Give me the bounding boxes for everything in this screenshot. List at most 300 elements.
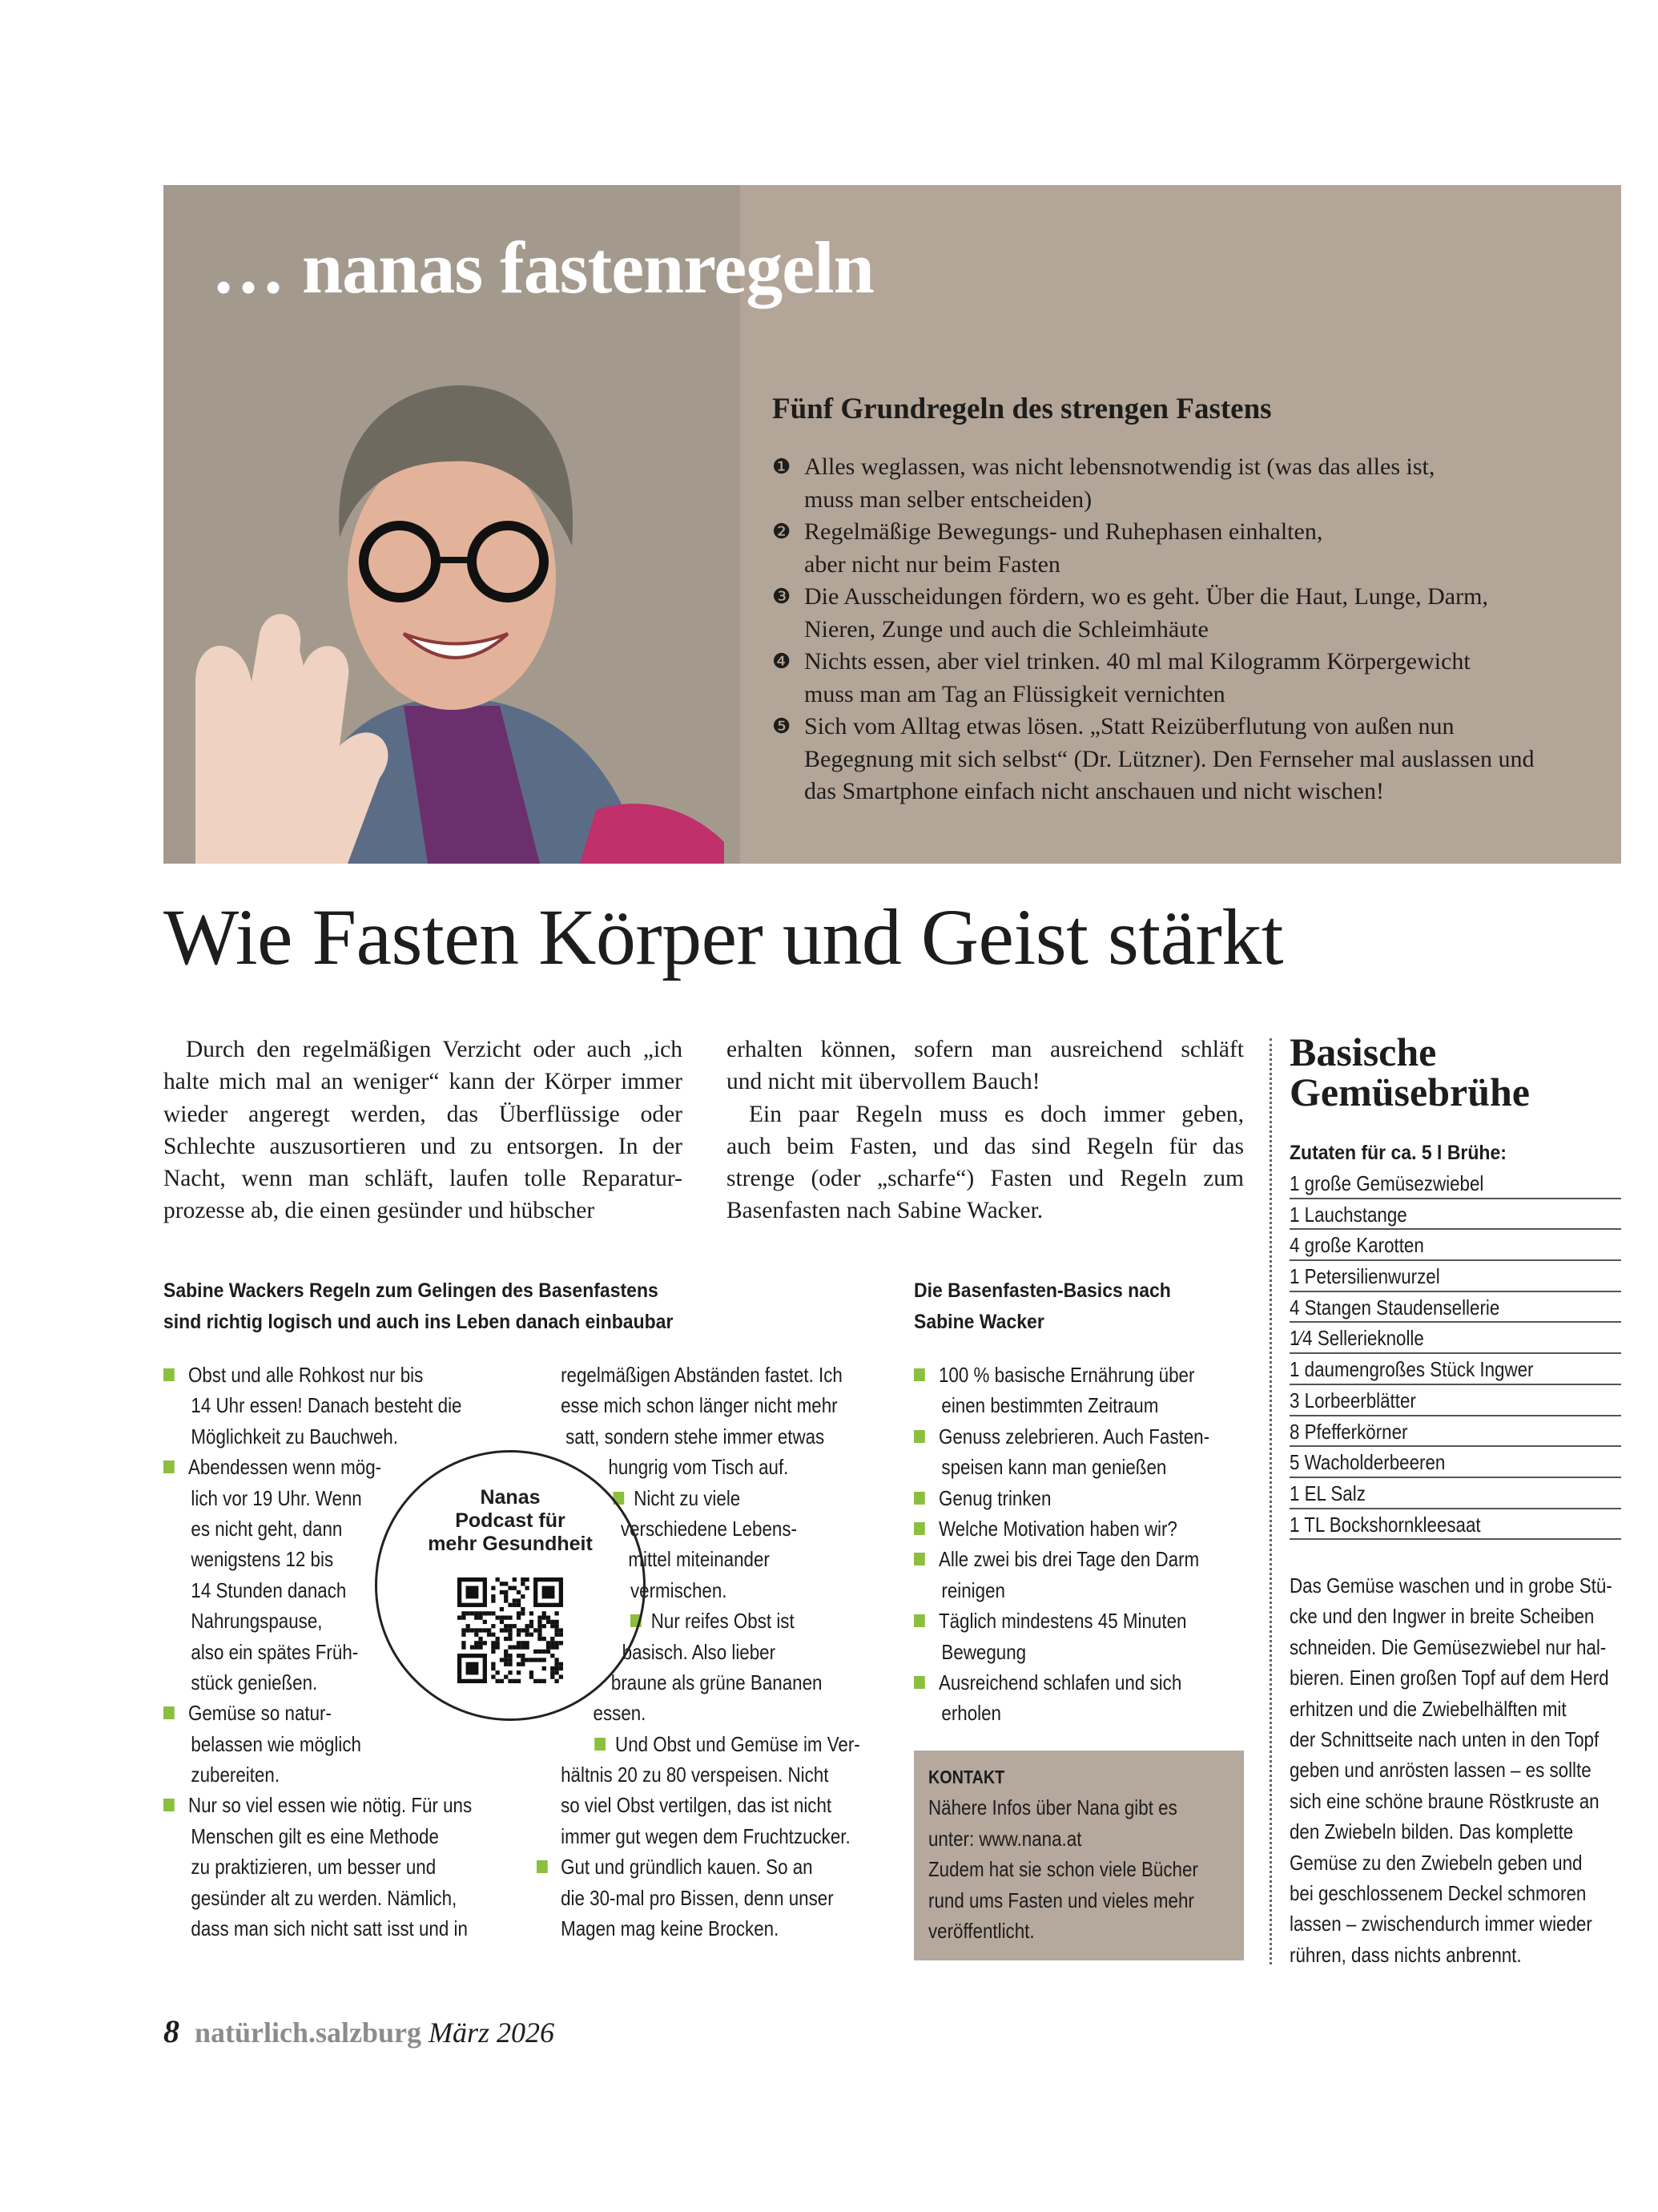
qr-module — [496, 1616, 500, 1620]
qr-module — [461, 1645, 465, 1649]
qr-module — [496, 1641, 500, 1645]
qr-module — [529, 1611, 533, 1615]
qr-module — [521, 1581, 525, 1585]
ingredient-item — [1290, 1385, 1621, 1416]
qr-module — [521, 1658, 525, 1662]
list-text: Menschen gilt es eine Methode — [191, 1823, 439, 1848]
qr-module — [533, 1628, 537, 1632]
list-text: Täglich mindestens 45 Minuten — [938, 1609, 1187, 1634]
qr-module — [491, 1641, 495, 1645]
list-text: Nur so viel essen wie nötig. Für uns — [187, 1793, 473, 1818]
qr-module — [513, 1624, 517, 1628]
qr-module — [542, 1650, 546, 1654]
qr-module — [537, 1628, 541, 1632]
qr-module — [461, 1611, 465, 1615]
qr-module — [517, 1598, 521, 1602]
list-text: zubereiten. — [191, 1763, 280, 1787]
qr-module — [521, 1611, 525, 1615]
qr-module — [517, 1633, 521, 1637]
list-text: stück genießen. — [191, 1670, 318, 1694]
qr-module — [478, 1641, 482, 1645]
heading-line: Die Basenfasten-Basics nach — [914, 1279, 1171, 1302]
bullet-icon — [914, 1522, 925, 1535]
bullet-icon — [914, 1676, 925, 1689]
qr-module — [554, 1666, 558, 1670]
qr-module — [483, 1641, 487, 1645]
qr-module — [537, 1679, 541, 1683]
list-text: zu praktizieren, um besser und — [191, 1855, 437, 1880]
qr-module — [529, 1670, 533, 1674]
rule-number-icon: ❶ — [772, 455, 791, 478]
qr-module — [550, 1620, 554, 1624]
qr-module — [504, 1650, 508, 1654]
ingredients-list — [1290, 1168, 1621, 1540]
qr-module — [517, 1645, 521, 1649]
qr-module — [496, 1645, 500, 1649]
list-text: esse mich schon länger nicht mehr — [561, 1393, 838, 1418]
rule-number-icon: ❷ — [772, 520, 791, 543]
instruction-line: cke und den Ingwer in breite Scheiben — [1290, 1604, 1595, 1629]
qr-module — [474, 1616, 478, 1620]
qr-module — [521, 1645, 525, 1649]
qr-module — [525, 1645, 529, 1649]
rule-line: muss man am Tag an Flüssigkeit vernichten — [804, 680, 1225, 707]
qr-module — [517, 1679, 521, 1683]
qr-module — [559, 1666, 563, 1670]
rule-line: Sich vom Alltag etwas lösen. „Statt Reizüberflutung von außen nun ❺ — [772, 711, 1605, 743]
qr-module — [529, 1658, 533, 1662]
list-text: 14 Stunden danach — [191, 1577, 347, 1602]
instruction-line: lassen – zwischendurch immer wieder — [1290, 1912, 1592, 1936]
body-text-line: Durch den regelmäßigen Verzicht oder auch „ich — [186, 1037, 682, 1062]
list-text: Nahrungspause, — [191, 1609, 323, 1634]
ingredient-text: 1 große Gemüsezwiebel — [1290, 1171, 1484, 1195]
list-text: wenigstens 12 bis — [191, 1547, 334, 1572]
list-text: Nur reifes Obst ist — [650, 1609, 795, 1634]
qr-module — [537, 1637, 541, 1641]
qr-module — [508, 1633, 512, 1637]
qr-module — [461, 1641, 465, 1645]
ingredient-text: 1 Lauchstange — [1290, 1202, 1407, 1227]
rule-line: Alles weglassen, was nicht lebensnotwendig ist (was das alles ist, ❶ — [772, 451, 1605, 484]
qr-module — [500, 1616, 504, 1620]
heading-line: sind richtig logisch und auch ins Leben danach einbaubar — [163, 1311, 674, 1333]
list-text: es nicht geht, dann — [191, 1516, 343, 1541]
magazine-name: natürlich.salzburg — [195, 2017, 422, 2049]
list-text: regelmäßigen Abständen fastet. Ich — [561, 1363, 843, 1387]
qr-module — [537, 1616, 541, 1620]
instruction-line: der Schnittseite nach unten in den Topf — [1290, 1727, 1600, 1752]
qr-module — [483, 1611, 487, 1615]
qr-module — [525, 1624, 529, 1628]
qr-module — [508, 1654, 512, 1658]
qr-module — [491, 1594, 495, 1598]
qr-module — [517, 1641, 521, 1645]
ingredient-item — [1290, 1354, 1621, 1385]
qr-module — [491, 1586, 495, 1590]
list-text: braune als grüne Bananen — [610, 1670, 823, 1694]
qr-module — [500, 1628, 504, 1632]
list-text: Bewegung — [941, 1639, 1027, 1664]
qr-module — [554, 1662, 558, 1666]
instruction-line: erhitzen und die Zwiebelhälften mit — [1290, 1696, 1567, 1721]
qr-module — [550, 1641, 554, 1645]
qr-module — [478, 1628, 482, 1632]
qr-module — [504, 1654, 508, 1658]
qr-module — [478, 1645, 482, 1649]
qr-module — [546, 1641, 550, 1645]
bullet-icon — [594, 1738, 606, 1751]
qr-module — [491, 1611, 495, 1615]
recipe-title-line: Basische — [1290, 1029, 1437, 1074]
ingredient-item — [1290, 1230, 1621, 1261]
rule-line: Nieren, Zunge und auch die Schleimhäute — [804, 615, 1209, 643]
qr-module — [487, 1611, 491, 1615]
ingredient-item — [1290, 1168, 1621, 1199]
rule-line: Regelmäßige Bewegungs- und Ruhephasen einhalten, ❷ — [772, 516, 1605, 549]
ingredient-item — [1290, 1478, 1621, 1509]
qr-module — [474, 1633, 478, 1637]
basics-heading — [914, 1275, 1171, 1338]
qr-module — [546, 1620, 550, 1624]
qr-module — [478, 1616, 482, 1620]
ingredient-text: 8 Pfefferkörner — [1290, 1419, 1408, 1444]
list-text: Und Obst und Gemüse im Ver- — [615, 1731, 860, 1756]
list-text: gesünder alt zu werden. Nämlich, — [191, 1885, 457, 1910]
rule-line: Begegnung mit sich selbst“ (Dr. Lützner). Den Fernseher mal auslassen und — [804, 745, 1535, 772]
ingredient-item — [1290, 1509, 1621, 1541]
qr-module — [500, 1679, 504, 1683]
page-footer — [163, 2013, 554, 2050]
qr-module — [508, 1679, 512, 1683]
qr-module — [546, 1616, 550, 1620]
list-text: Alle zwei bis drei Tage den Darm — [938, 1547, 1200, 1572]
qr-module — [504, 1624, 508, 1628]
list-text: einen bestimmten Zeitraum — [941, 1393, 1159, 1418]
body-text-line: wieder angeregt werden, das Überflüssige oder — [163, 1101, 682, 1127]
qr-module — [542, 1616, 546, 1620]
qr-module — [504, 1581, 508, 1585]
list-text: hältnis 20 zu 80 verspeisen. Nicht — [561, 1763, 829, 1787]
list-text: Obst und alle Rohkost nur bis — [187, 1363, 424, 1387]
qr-module — [517, 1670, 521, 1674]
qr-module — [559, 1662, 563, 1666]
qr-module — [508, 1645, 512, 1649]
qr-module — [496, 1670, 500, 1674]
podcast-label: Podcast für — [455, 1509, 565, 1532]
ingredient-text: 1 TL Bockshornkleesaat — [1290, 1512, 1481, 1537]
bullet-icon — [914, 1492, 925, 1505]
qr-module — [542, 1637, 546, 1641]
recipe-title-line: Gemüsebrühe — [1290, 1070, 1530, 1114]
qr-module — [496, 1637, 500, 1641]
qr-module — [542, 1624, 546, 1628]
qr-module — [508, 1662, 512, 1666]
list-text: die 30-mal pro Bissen, denn unser — [561, 1885, 834, 1910]
instruction-line: schneiden. Die Gemüsezwiebel nur hal- — [1290, 1634, 1607, 1659]
qr-module — [461, 1633, 465, 1637]
qr-module — [517, 1603, 521, 1607]
qr-module — [521, 1654, 525, 1658]
qr-module — [508, 1586, 512, 1590]
qr-module — [554, 1633, 558, 1637]
qr-module — [470, 1628, 474, 1632]
contact-text-line: rund ums Fasten und vieles mehr — [928, 1888, 1194, 1912]
podcast-circle[interactable] — [375, 1450, 646, 1721]
qr-module — [470, 1645, 474, 1649]
qr-module — [504, 1662, 508, 1666]
qr-module — [483, 1628, 487, 1632]
qr-module — [500, 1590, 504, 1594]
rule-number-icon: ❸ — [772, 585, 791, 608]
qr-module — [517, 1654, 521, 1658]
qr-module — [487, 1628, 491, 1632]
bullet-icon — [914, 1430, 925, 1443]
qr-module — [550, 1624, 554, 1628]
qr-module — [496, 1679, 500, 1683]
contact-title: KONTAKT — [928, 1767, 1005, 1787]
ingredient-text: 1 EL Salz — [1290, 1481, 1366, 1505]
instruction-line: sich eine schöne braune Röstkruste an — [1290, 1788, 1600, 1813]
instruction-line: Das Gemüse waschen und in grobe Stü- — [1290, 1573, 1612, 1598]
list-text: 100 % basische Ernährung über — [938, 1363, 1195, 1387]
list-text: Magen mag keine Brocken. — [561, 1916, 779, 1941]
ingredient-item — [1290, 1199, 1621, 1231]
podcast-label: mehr Gesundheit — [428, 1533, 593, 1555]
ingredient-text: 1 daumengroßes Stück Ingwer — [1290, 1357, 1534, 1382]
contact-text-line: Nähere Infos über Nana gibt es — [928, 1795, 1177, 1820]
qr-module — [554, 1628, 558, 1632]
instruction-line: Gemüse zu den Zwiebeln geben und — [1290, 1850, 1583, 1875]
contact-box — [914, 1751, 1244, 1960]
qr-module — [513, 1679, 517, 1683]
list-text: dass man sich nicht satt isst und in — [191, 1916, 468, 1941]
instruction-line: geben und anrösten lassen – es sollte — [1290, 1758, 1592, 1783]
qr-module — [525, 1586, 529, 1590]
rules-heading: Fünf Grundregeln des strengen Fastens — [772, 393, 1272, 425]
body-text-line: auch beim Fasten, und das sind Regeln für das — [726, 1133, 1244, 1159]
rule-line: das Smartphone einfach nicht anschauen und nicht wischen! — [804, 778, 1384, 804]
list-text: hungrig vom Tisch auf. — [608, 1455, 789, 1480]
list-text: Gemüse so natur- — [187, 1701, 332, 1726]
qr-module — [546, 1650, 550, 1654]
qr-module — [504, 1628, 508, 1632]
section-title: … nanas fastenregeln — [211, 227, 874, 308]
qr-module — [550, 1674, 554, 1678]
list-text: Abendessen wenn mög- — [187, 1455, 382, 1480]
ingredient-item — [1290, 1261, 1621, 1292]
body-text-line: prozesse ab, die einen gesünder und hübscher — [163, 1198, 595, 1224]
qr-module — [525, 1633, 529, 1637]
sidebar-divider — [1270, 1038, 1272, 1964]
qr-module — [521, 1594, 525, 1598]
heading-line: Sabine Wacker — [914, 1311, 1044, 1333]
list-text: Gut und gründlich kauen. So an — [561, 1855, 813, 1880]
ingredient-item — [1290, 1323, 1621, 1354]
ingredient-item — [1290, 1292, 1621, 1324]
qr-module — [542, 1658, 546, 1662]
qr-module — [474, 1645, 478, 1649]
page-number: 8 — [163, 2013, 179, 2049]
qr-module — [529, 1620, 533, 1624]
body-text-line: strenge (oder „scharfe“) Fasten und Regeln zum — [726, 1166, 1244, 1192]
qr-module — [504, 1637, 508, 1641]
qr-module — [504, 1590, 508, 1594]
rule-line: Nichts essen, aber viel trinken. 40 ml mal Kilogramm Körpergewicht ❹ — [772, 646, 1605, 679]
qr-module — [496, 1577, 500, 1581]
qr-module — [491, 1598, 495, 1602]
qr-module — [525, 1628, 529, 1632]
list-text: basisch. Also lieber — [622, 1639, 776, 1664]
qr-module — [508, 1658, 512, 1662]
qr-module — [517, 1611, 521, 1615]
qr-module — [491, 1633, 495, 1637]
qr-module — [550, 1666, 554, 1670]
qr-module — [508, 1624, 512, 1628]
qr-module — [554, 1645, 558, 1649]
qr-module — [504, 1598, 508, 1602]
qr-module — [559, 1633, 563, 1637]
qr-module — [487, 1633, 491, 1637]
qr-module — [513, 1577, 517, 1581]
ingredient-text: 1⁄4 Sellerieknolle — [1290, 1326, 1424, 1351]
qr-module — [517, 1662, 521, 1666]
qr-module — [457, 1616, 461, 1620]
list-text: belassen wie möglich — [191, 1731, 361, 1756]
qr-module — [554, 1670, 558, 1674]
qr-module — [517, 1616, 521, 1620]
qr-module — [521, 1628, 525, 1632]
qr-module — [513, 1586, 517, 1590]
qr-module — [550, 1637, 554, 1641]
bullet-icon — [914, 1368, 925, 1381]
qr-module — [559, 1674, 563, 1678]
qr-module — [508, 1670, 512, 1674]
qr-module — [461, 1616, 465, 1620]
qr-module — [537, 1633, 541, 1637]
qr-module — [504, 1658, 508, 1662]
bullet-icon — [163, 1799, 175, 1811]
recipe-instructions — [1290, 1570, 1658, 1970]
bullet-icon — [914, 1614, 925, 1627]
qr-module — [483, 1620, 487, 1624]
qr-module — [554, 1611, 558, 1615]
body-text-line: und nicht mit übervollem Bauch! — [726, 1069, 1040, 1095]
qr-module — [542, 1611, 546, 1615]
body-column-2 — [726, 1033, 1244, 1227]
qr-module — [521, 1641, 525, 1645]
qr-module — [542, 1666, 546, 1670]
qr-module — [521, 1577, 525, 1581]
qr-module — [521, 1662, 525, 1666]
qr-module — [491, 1662, 495, 1666]
ingredient-text: 1 Petersilienwurzel — [1290, 1264, 1440, 1289]
qr-module — [491, 1645, 495, 1649]
list-text: also ein spätes Früh- — [191, 1639, 359, 1664]
list-text: verschiedene Lebens- — [620, 1516, 797, 1541]
qr-module — [546, 1645, 550, 1649]
qr-module — [478, 1637, 482, 1641]
body-text-line: Basenfasten nach Sabine Wacker. — [726, 1198, 1044, 1224]
qr-module — [533, 1650, 537, 1654]
ingredient-text: 5 Wacholderbeeren — [1290, 1450, 1446, 1475]
body-text-line: Nacht, wenn man schläft, laufen tolle Reparatur- — [163, 1166, 682, 1192]
body-column-1 — [163, 1033, 682, 1227]
rule-line: Die Ausscheidungen fördern, wo es geht. Über die Haut, Lunge, Darm, ❸ — [772, 581, 1605, 614]
qr-module — [491, 1624, 495, 1628]
qr-module — [533, 1658, 537, 1662]
list-text: lich vor 19 Uhr. Wenn — [191, 1485, 362, 1510]
qr-module — [466, 1624, 470, 1628]
ingredient-item — [1290, 1447, 1621, 1478]
instruction-line: rühren, dass nichts anbrennt. — [1290, 1942, 1522, 1967]
qr-module — [500, 1607, 504, 1611]
qr-module — [559, 1628, 563, 1632]
contact-text-line: unter: www.nana.at — [928, 1826, 1082, 1851]
qr-module — [474, 1641, 478, 1645]
list-text: erholen — [941, 1701, 1001, 1726]
qr-module — [466, 1628, 470, 1632]
list-text: Ausreichend schlafen und sich — [938, 1670, 1182, 1694]
qr-module — [525, 1658, 529, 1662]
qr-module — [500, 1620, 504, 1624]
qr-module — [529, 1633, 533, 1637]
qr-module — [508, 1603, 512, 1607]
qr-module — [478, 1611, 482, 1615]
recipe-title — [1290, 1029, 1530, 1114]
qr-code-icon[interactable] — [457, 1577, 563, 1683]
qr-module — [537, 1658, 541, 1662]
bullet-icon — [163, 1706, 175, 1719]
list-text: vermischen. — [630, 1577, 727, 1602]
qr-module — [554, 1658, 558, 1662]
qr-module — [513, 1603, 517, 1607]
qr-module — [508, 1628, 512, 1632]
list-text: so viel Obst vertilgen, das ist nicht — [561, 1793, 832, 1818]
qr-module — [513, 1645, 517, 1649]
qr-module — [550, 1654, 554, 1658]
rule-number-icon: ❹ — [772, 650, 791, 673]
qr-module — [554, 1641, 558, 1645]
list-text: 14 Uhr essen! Danach besteht die — [191, 1393, 462, 1418]
list-text: satt, sondern stehe immer etwas — [565, 1424, 825, 1448]
qr-module — [537, 1620, 541, 1624]
contact-text-line: Zudem hat sie schon viele Bücher — [928, 1857, 1198, 1882]
instruction-line: bei geschlossenem Deckel schmoren — [1290, 1881, 1587, 1906]
ingredient-text: 4 große Karotten — [1290, 1233, 1424, 1258]
instruction-line: bieren. Einen großen Topf auf dem Herd — [1290, 1666, 1609, 1690]
ingredient-text: 3 Lorbeerblätter — [1290, 1388, 1416, 1412]
contact-text-line: veröffentlicht. — [928, 1919, 1035, 1944]
qr-module — [550, 1645, 554, 1649]
qr-module — [491, 1674, 495, 1678]
qr-module — [525, 1577, 529, 1581]
qr-module — [508, 1637, 512, 1641]
heading-line: Sabine Wackers Regeln zum Gelingen des Basenfastens — [163, 1279, 658, 1302]
qr-module — [470, 1611, 474, 1615]
list-text: Möglichkeit zu Bauchweh. — [191, 1424, 398, 1448]
qr-module — [517, 1628, 521, 1632]
rule-line: muss man selber entscheiden) — [804, 486, 1093, 513]
qr-module — [513, 1598, 517, 1602]
qr-module — [474, 1611, 478, 1615]
qr-module — [466, 1611, 470, 1615]
ingredient-text: 4 Stangen Staudensellerie — [1290, 1295, 1500, 1320]
list-text: reinigen — [941, 1577, 1005, 1602]
qr-module — [521, 1607, 525, 1611]
qr-module — [491, 1650, 495, 1654]
qr-module — [529, 1624, 533, 1628]
